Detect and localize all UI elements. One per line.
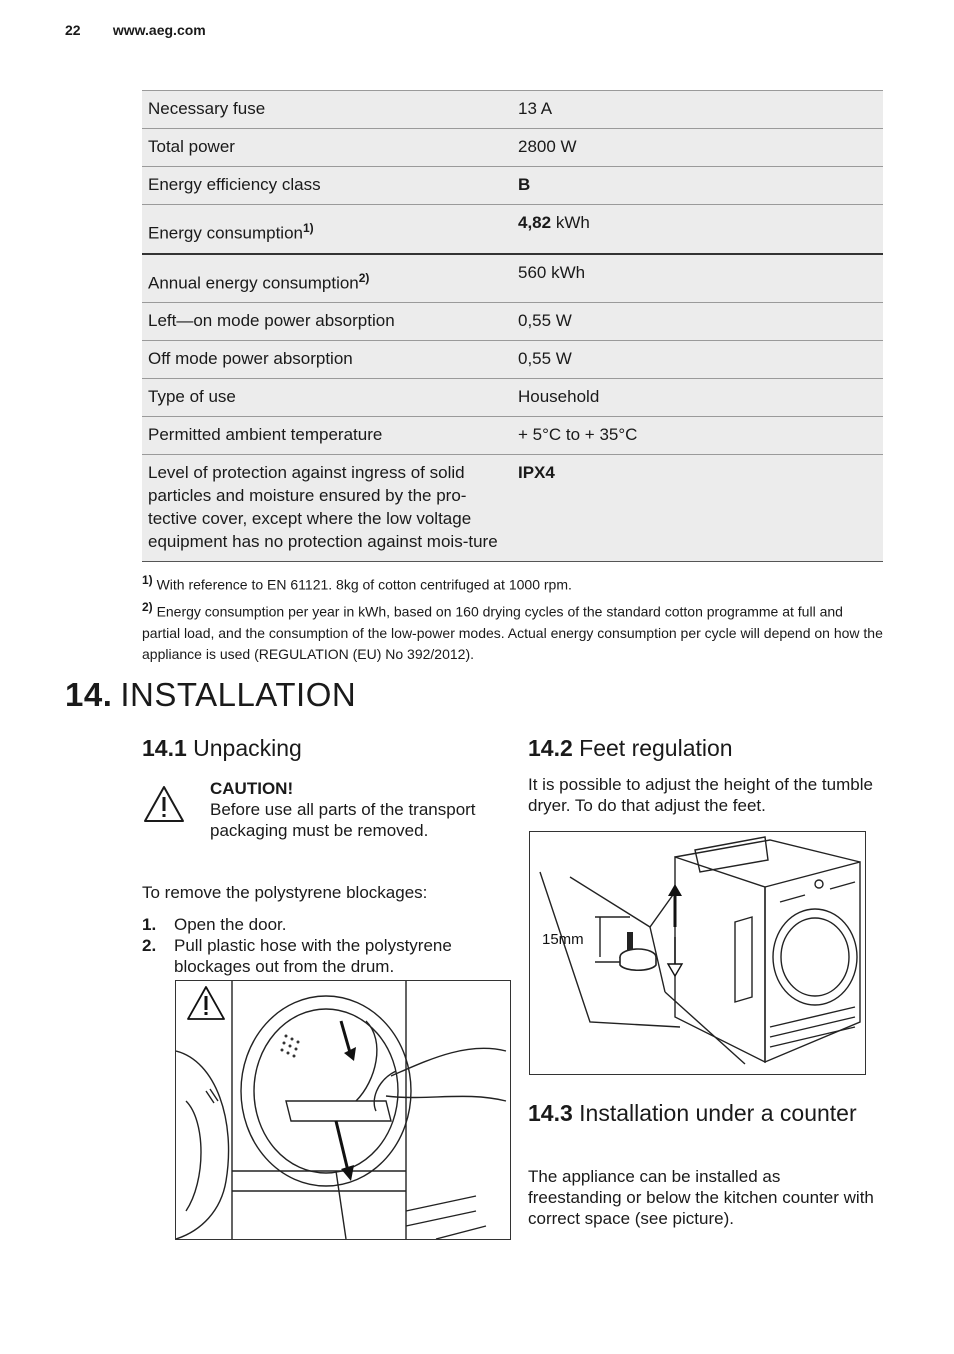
list-item: 1. Open the door. xyxy=(142,915,287,934)
list-item: 2. Pull plastic hose with the polystyrene blockages out from the drum. xyxy=(142,936,452,976)
table-row xyxy=(142,417,883,455)
table-row xyxy=(142,254,883,303)
feet-regulation-heading: 14.2 Feet regulation xyxy=(528,735,733,761)
section-heading: 14. INSTALLATION xyxy=(65,676,357,713)
row-value: 4,82 kWh xyxy=(512,205,883,254)
table-row xyxy=(142,379,883,417)
row-label: Left—on mode power absorption xyxy=(142,303,512,341)
unpacking-figure xyxy=(175,980,511,1240)
height-label: 15mm xyxy=(542,931,584,948)
unpacking-intro: To remove the polystyrene blockages: xyxy=(142,883,428,902)
footnote-1: $^{1)}$ With reference to EN 61121. 8kg of cotton centrifuged at 1000 rpm. xyxy=(142,573,572,593)
row-label: Total power xyxy=(142,129,512,167)
unpacking-steps xyxy=(142,914,502,977)
row-value: 13 A xyxy=(512,91,883,129)
page-number: 22 xyxy=(65,22,81,38)
row-label: Necessary fuse xyxy=(142,91,512,129)
row-label: Off mode power absorption xyxy=(142,341,512,379)
table-row xyxy=(142,91,883,129)
caution-block xyxy=(210,778,500,841)
row-label: Level of protection against ingress of solid particles and moisture ensured by the pro-tective cover, except where the low voltage equipment has no protection against mois-ture xyxy=(142,455,512,562)
website-link[interactable]: www.aeg.com xyxy=(112,22,206,38)
row-value: + 5°C to + 35°C xyxy=(512,417,883,455)
unpacking-heading: 14.1 Unpacking xyxy=(142,735,302,761)
row-value: 0,55 W xyxy=(512,303,883,341)
table-row xyxy=(142,129,883,167)
row-value: IPX4 xyxy=(512,455,883,562)
row-label: Energy efficiency class xyxy=(142,167,512,205)
technical-data-table xyxy=(142,90,883,562)
table-row xyxy=(142,455,883,562)
table-row xyxy=(142,205,883,254)
caution-title: CAUTION! xyxy=(210,779,294,798)
caution-text: Before use all parts of the transport packaging must be removed. xyxy=(210,800,476,840)
row-value: B xyxy=(512,167,883,205)
counter-installation-text: The appliance can be installed as freestanding or below the kitchen counter with correct space (see picture). xyxy=(528,1167,874,1228)
table-row xyxy=(142,167,883,205)
row-value: 0,55 W xyxy=(512,341,883,379)
row-value: 560 kWh xyxy=(512,254,883,303)
counter-installation-heading: 14.3 Installation under a counter xyxy=(528,1100,857,1126)
table-row xyxy=(142,341,883,379)
feet-regulation-figure xyxy=(529,831,866,1075)
row-label: Annual energy consumption$^{2)}$ xyxy=(142,254,512,303)
warning-triangle-icon xyxy=(142,784,186,824)
feet-regulation-text: It is possible to adjust the height of the tumble dryer. To do that adjust the feet. xyxy=(528,775,873,815)
row-label: Type of use xyxy=(142,379,512,417)
row-value: 2800 W xyxy=(512,129,883,167)
row-label: Energy consumption$^{1)}$ xyxy=(142,205,512,254)
row-label: Permitted ambient temperature xyxy=(142,417,512,455)
page-header xyxy=(65,22,206,38)
footnote-2: $^{2)}$ Energy consumption per year in kWh, based on 160 drying cycles of the standard cotton programme at full and partial load, and the consumption of the low-power modes. Actual energy consumption per cycle will depend on how the appliance is used (REGULATION (EU) No 392/2012). xyxy=(142,600,883,662)
table-row xyxy=(142,303,883,341)
row-value: Household xyxy=(512,379,883,417)
